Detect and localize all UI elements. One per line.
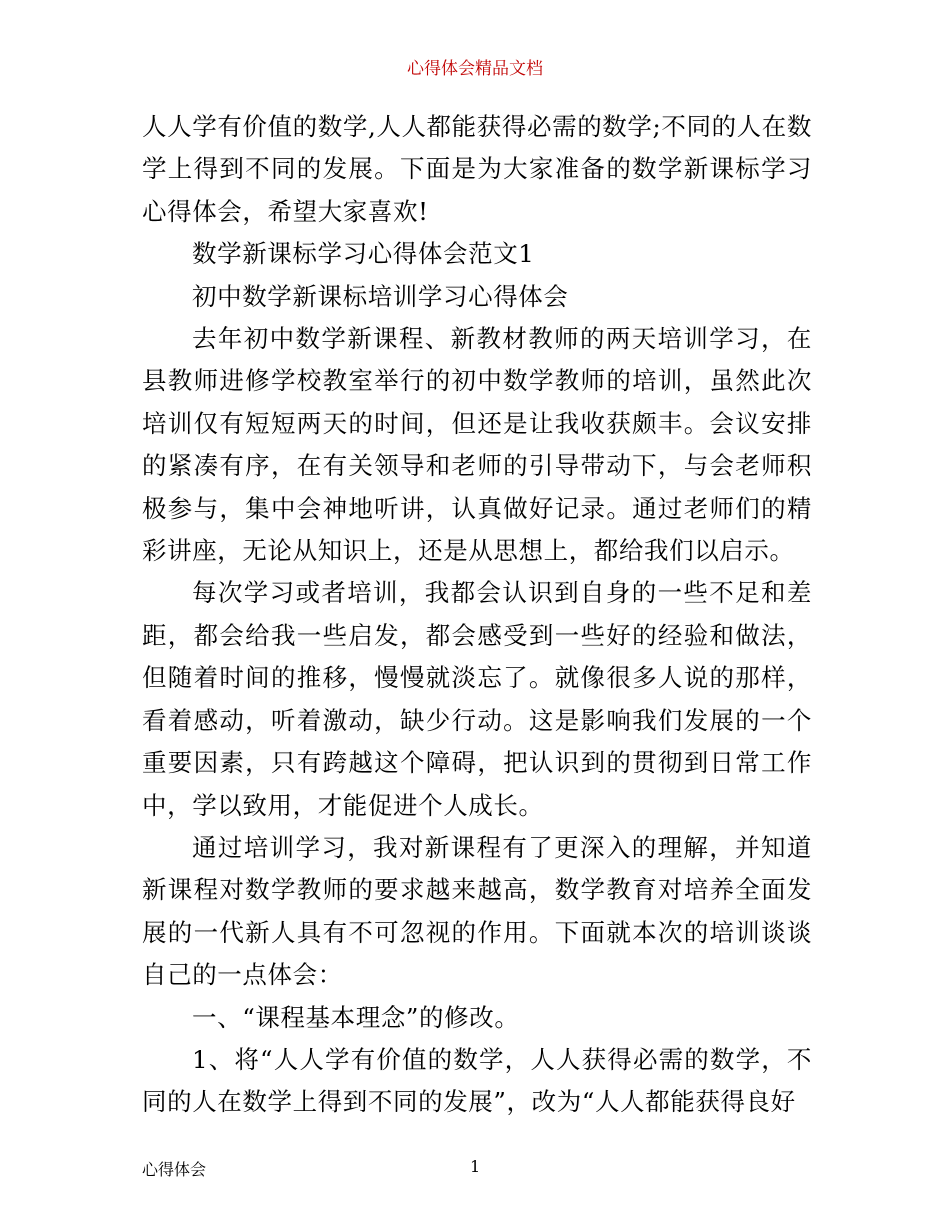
section-heading-1: 一、“课程基本理念”的修改。 (192, 1002, 520, 1032)
paragraph-sample-title: 数学新课标学习心得体会范文1 (192, 239, 535, 269)
document-body (142, 106, 812, 1124)
paragraph-article-title: 初中数学新课标培训学习心得体会 (192, 281, 569, 311)
document-header-title: 心得体会精品文档 (407, 59, 543, 79)
paragraph-body-1: 去年初中数学新课程、新教材教师的两天培训学习，在县教师进修学校教室举行的初中数学教师的培训，虽然此次培训仅有短短两天的时间，但还是让我收获颇丰。会议安排的紧凑有序，在有关领导和老师的引导带动下，与会老师积极参与，集中会神地听讲，认真做好记录。通过老师们的精彩讲座，无论从知识上，还是从思想上，都给我们以启示。 (142, 324, 812, 566)
footer-label: 心得体会 (142, 1160, 207, 1179)
paragraph-body-3: 通过培训学习，我对新课程有了更深入的理解，并知道新课程对数学教师的要求越来越高，数学教育对培养全面发展的一代新人具有不可忽视的作用。下面就本次的培训谈谈自己的一点体会： (142, 832, 812, 990)
paragraph-item-1: 1、将“人人学有价值的数学，人人获得必需的数学，不同的人在数学上得到不同的发展”，改为“人人都能获得良好 (142, 1044, 812, 1117)
paragraph-body-2: 每次学习或者培训，我都会认识到自身的一些不足和差距，都会给我一些启发，都会感受到一些好的经验和做法，但随着时间的推移，慢慢就淡忘了。就像很多人说的那样，看着感动，听着激动，缺少行动。这是影响我们发展的一个重要因素，只有跨越这个障碍，把认识到的贯彻到日常工作中，学以致用，才能促进个人成长。 (142, 578, 812, 820)
paragraph-intro: 人人学有价值的数学,人人都能获得必需的数学;不同的人在数学上得到不同的发展。下面是为大家准备的数学新课标学习心得体会，希望大家喜欢! (142, 112, 812, 226)
page-number: 1 (470, 1157, 481, 1176)
